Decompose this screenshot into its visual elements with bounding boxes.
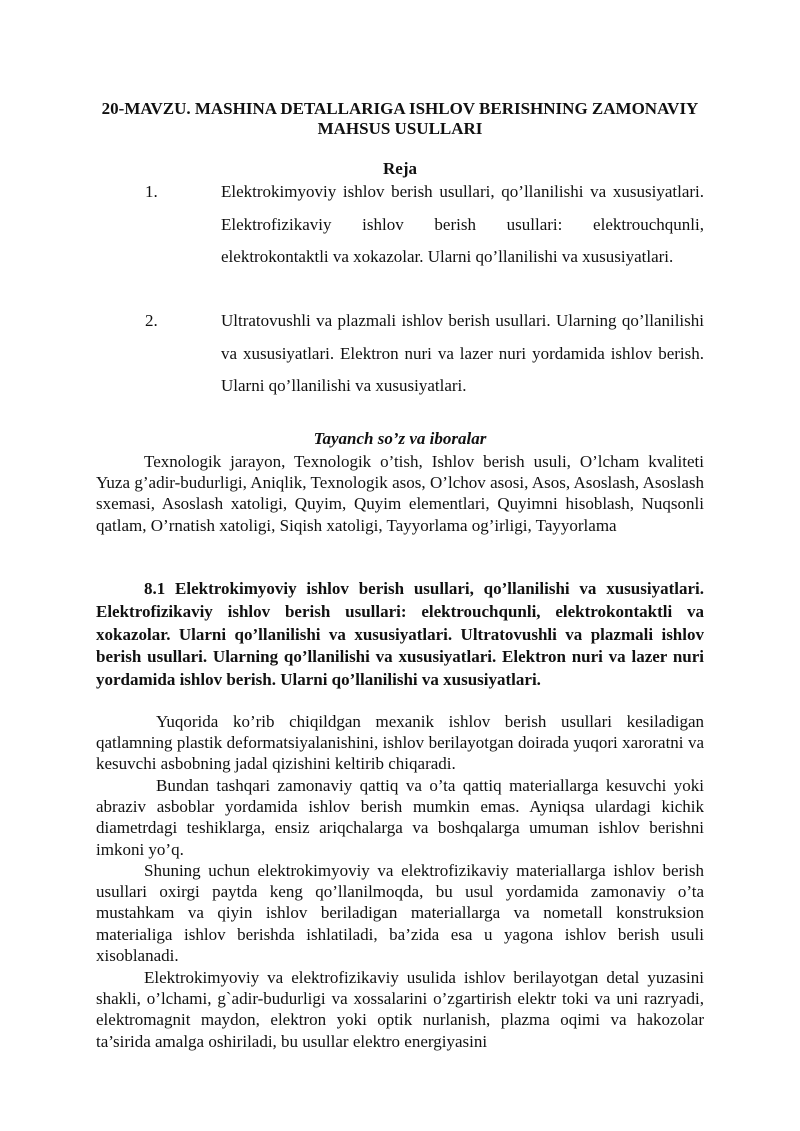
plan-item-number: 2. bbox=[145, 311, 158, 330]
body-paragraph: Yuqorida ko’rib chiqildgan mexanik ishlov berish usullari kesiladigan qatlamning plastik deformatsiyalanishini, ishlov berilayotgan doirada yuqori xaroratni va kesuvchi asbobning jadal qizishini keltirib chiqaradi. bbox=[96, 712, 704, 774]
keywords-heading: Tayanch so’z va iboralar bbox=[313, 429, 487, 448]
body-paragraph: Elektrokimyoviy va elektrofizikaviy usulida ishlov berilayotgan detal yuzasini shakli, o’lchami, g`adir-budurligi va xossalarini o’zgartirish elektr toki va uni razryadi, elektromagnit maydon, elektron yoki optik nurlanish, plazma oqimi va hakozolar ta’sirida amalga oshiriladi, bu usullar elektro energiyasini bbox=[96, 968, 704, 1051]
plan-heading: Reja bbox=[383, 159, 417, 178]
section-heading: 8.1 Elektrokimyoviy ishlov berish usullari, qo’llanilishi va xususiyatlari. Elektrofizikaviy ishlov berish usullari: elektrouchqunli, elektrokontaktli va xokazolar. Ularni qo’llanilishi va xususiyatlari. Ultratovushli va plazmali ishlov berish usullari. Ularning qo’llanilishi va xususiyatlari. Elektron nuri va lazer nuri yordamida ishlov berish. Ularni qo’llanilishi va xususiyatlari. bbox=[96, 579, 704, 690]
page-title: 20-MAVZU. MASHINA DETALLARIGA ISHLOV BERISHNING ZAMONAVIY MAHSUS USULLARI bbox=[101, 99, 699, 138]
body-paragraph: Shuning uchun elektrokimyoviy va elektrofizikaviy materiallarga ishlov berish usullari oxirgi paytda keng qo’llanilmoqda, bu usul yordamida zamonaviy o’ta mustahkam va qiyin ishlov beriladigan materiallarga va nometall konstruksion materialiga ishlov berishda ishlatiladi, ba’zida esa u yagona ishlov berish usuli xisoblanadi. bbox=[96, 861, 704, 965]
keywords-text: Texnologik jarayon, Texnologik o’tish, Ishlov berish usuli, O’lcham kvaliteti Yuza g’adir-budurligi, Aniqlik, Texnologik asos, O’lchov asosi, Asos, Asoslash, Asoslash sxemasi, Asoslash xatoligi, Quyim, Quyim elementlari, Quyimni hisoblash, Nuqsonli qatlam, O’rnatish xatoligi, Siqish xatoligi, Tayyorlama og’irligi, Tayyorlama bbox=[96, 452, 704, 535]
plan-item-text: Ultratovushli va plazmali ishlov berish usullari. Ularning qo’llanilishi va xususiyatlari. Elektron nuri va lazer nuri yordamida ishlov berish. Ularni qo’llanilishi va xususiyatlari. bbox=[221, 311, 704, 395]
plan-item-number: 1. bbox=[145, 182, 158, 201]
plan-item-text: Elektrokimyoviy ishlov berish usullari, qo’llanilishi va xususiyatlari. Elektrofizikaviy ishlov berish usullari: elektrouchqunli, elektrokontaktli va xokazolar. Ularni qo’llanilishi va xususiyatlari. bbox=[221, 182, 704, 266]
body-paragraph: Bundan tashqari zamonaviy qattiq va o’ta qattiq materiallarga kesuvchi yoki abraziv asboblar yordamida ishlov berish mumkin emas. Ayniqsa ulardagi kichik diametrdagi teshiklarga, ensiz ariqchalarga va boshqalarga umuman ishlov berishni imkoni yo’q. bbox=[96, 776, 704, 859]
